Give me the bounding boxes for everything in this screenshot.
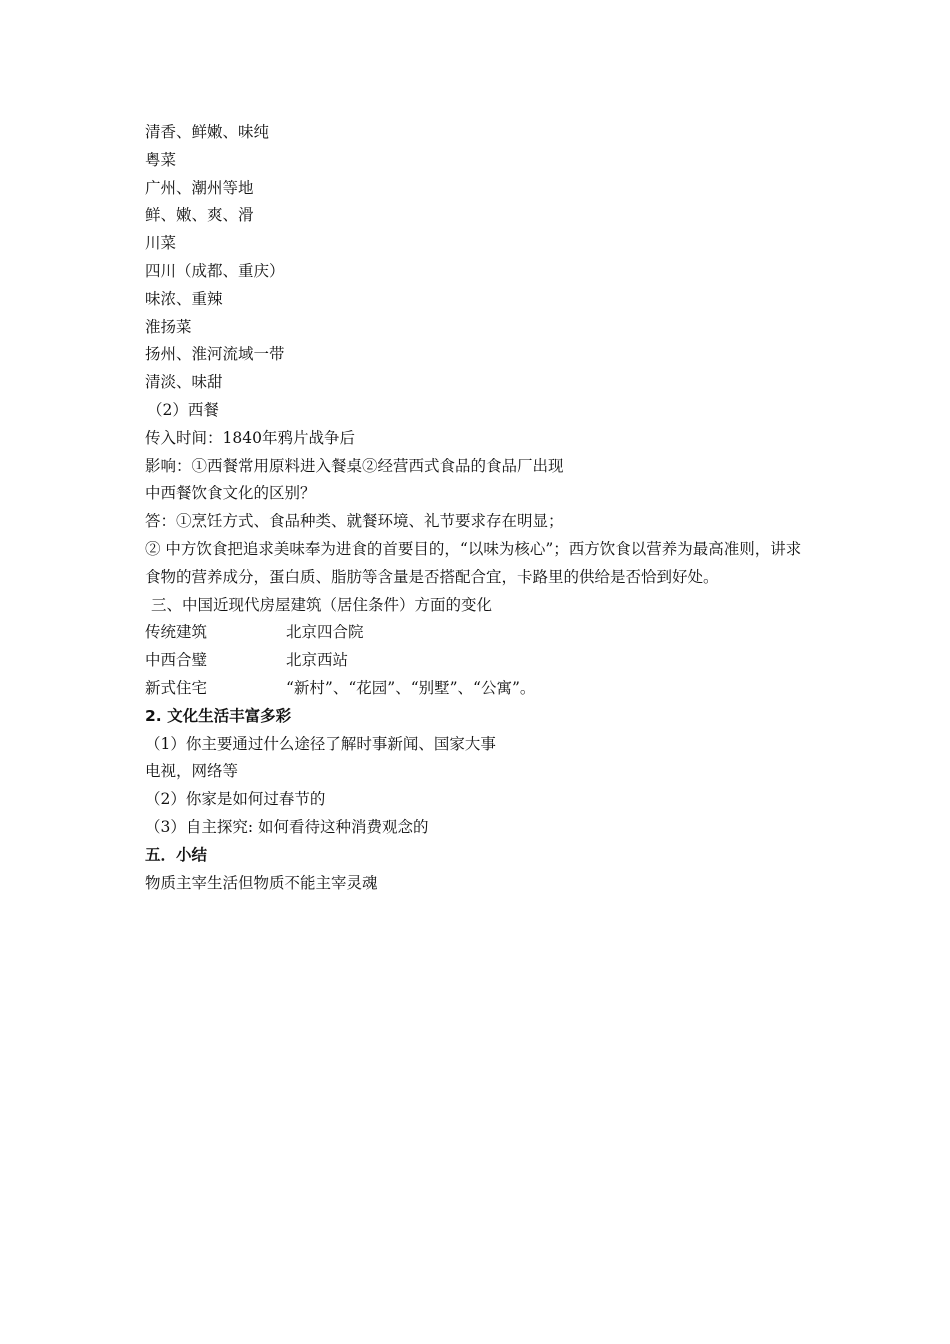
question-line: 中西餐饮食文化的区别？ — [145, 484, 316, 503]
answer-line: 电视，网络等 — [145, 762, 239, 781]
summary-text: 物质主宰生活但物质不能主宰灵魂 — [145, 873, 378, 892]
document-body — [145, 119, 810, 897]
answer-paragraph: ② 中方饮食把追求美味奉为进食的首要目的，“以味为核心”；西方饮食以营养为最高准则，讲求食物的营养成分，蛋白质、脂肪等含量是否搭配合宜，卡路里的供给是否恰到好处。 — [145, 539, 802, 586]
culture-heading: 2. 文化生活丰富多彩 — [145, 706, 292, 725]
text-line: 影响：①西餐常用原料进入餐桌②经营西式食品的食品厂出现 — [145, 456, 564, 475]
subsection-heading: （2）西餐 — [147, 400, 219, 419]
text-line: 四川（成都、重庆） — [145, 261, 285, 280]
housing-row — [145, 619, 810, 647]
question-line: （1）你主要通过什么途径了解时事新闻、国家大事 — [145, 734, 496, 753]
question-line: （3）自主探究: 如何看待这种消费观念的 — [145, 817, 429, 836]
housing-example: “新村”、“花园”、“别墅”、“公寓”。 — [286, 678, 536, 697]
text-line: 味浓、重辣 — [145, 289, 223, 308]
text-line: 粤菜 — [145, 150, 177, 169]
section-heading: 三、中国近现代房屋建筑（居住条件）方面的变化 — [151, 595, 493, 614]
text-line: 清淡、味甜 — [145, 373, 223, 392]
housing-type: 传统建筑 — [145, 623, 208, 642]
text-line: 扬州、淮河流域一带 — [145, 345, 285, 364]
text-line: 川菜 — [145, 234, 177, 253]
housing-example: 北京四合院 — [286, 623, 364, 642]
text-line: 广州、潮州等地 — [145, 178, 254, 197]
housing-type: 中西合璧 — [145, 651, 208, 670]
text-line: 鲜、嫩、爽、滑 — [145, 206, 254, 225]
housing-example: 北京西站 — [286, 651, 349, 670]
answer-line: 答：①烹饪方式、食品种类、就餐环境、礼节要求存在明显； — [145, 512, 564, 531]
housing-row — [145, 647, 810, 675]
housing-type: 新式住宅 — [145, 678, 208, 697]
text-line: 淮扬菜 — [145, 317, 192, 336]
text-line: 清香、鲜嫩、味纯 — [145, 123, 270, 141]
housing-row — [145, 675, 810, 703]
text-line: 传入时间：1840年鸦片战争后 — [145, 428, 355, 447]
question-line: （2）你家是如何过春节的 — [145, 790, 326, 809]
summary-heading: 五．小结 — [145, 845, 208, 864]
